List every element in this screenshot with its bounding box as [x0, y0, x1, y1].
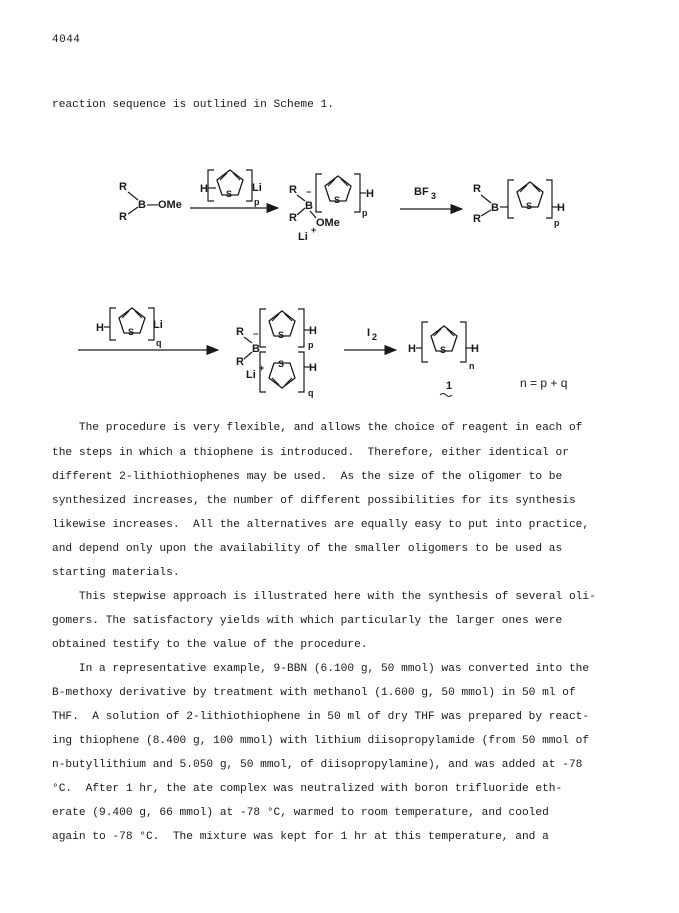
reagent-bf3 [414, 186, 436, 201]
svg-text:+: + [259, 363, 265, 373]
svg-text:+: + [311, 225, 317, 235]
ate-complex-2 [236, 309, 317, 398]
svg-text:H: H [471, 343, 479, 355]
svg-text:S: S [278, 330, 285, 340]
reagent-lithiooligothiophene-q [96, 308, 163, 348]
text-line: synthesized increases, the number of different possibilities for its synthesis [52, 495, 576, 507]
text-line: THF. A solution of 2-lithiothiophene in 50 ml of dry THF was prepared by react- [52, 711, 590, 723]
svg-text:Li: Li [153, 319, 163, 331]
svg-text:S: S [334, 195, 341, 205]
svg-text:n: n [469, 361, 475, 371]
svg-text:S: S [440, 345, 447, 355]
text-line: °C. After 1 hr, the ate complex was neutralized with boron trifluoride eth- [52, 783, 563, 795]
text-line: different 2-lithiothiophenes may be used. As the size of the oligomer to be [52, 471, 563, 483]
svg-text:S: S [226, 189, 233, 199]
text-line: B-methoxy derivative by treatment with methanol (1.600 g, 50 mmol) in 50 ml of [52, 687, 576, 699]
svg-text:R: R [119, 181, 127, 193]
svg-text:H: H [557, 202, 565, 214]
intro-sentence: reaction sequence is outlined in Scheme 1. [52, 99, 334, 111]
svg-text:Li: Li [246, 369, 256, 381]
svg-text:B: B [252, 343, 260, 355]
svg-text:q: q [308, 388, 314, 398]
svg-text:R: R [289, 212, 297, 224]
ate-complex-1 [289, 174, 374, 243]
svg-text:p: p [308, 340, 314, 350]
text-line: the steps in which a thiophene is introduced. Therefore, either identical or [52, 447, 569, 459]
text-line: gomers. The satisfactory yields with which particularly the larger ones were [52, 615, 563, 627]
reagent-iodine [367, 327, 377, 342]
svg-text:H: H [200, 183, 208, 195]
svg-text:−: − [306, 187, 312, 197]
text-line: The procedure is very flexible, and allows the choice of reagent in each of [52, 422, 583, 434]
svg-text:BF: BF [414, 186, 429, 198]
svg-text:Li: Li [252, 182, 262, 194]
svg-text:R: R [289, 184, 297, 196]
text-line: obtained testify to the value of the procedure. [52, 639, 368, 651]
svg-text:p: p [254, 197, 260, 207]
svg-text:R: R [119, 211, 127, 223]
text-line: likewise increases. All the alternatives are equally easy to put into practice, [52, 519, 590, 531]
svg-text:R: R [236, 326, 244, 338]
svg-text:S: S [526, 201, 533, 211]
svg-text:H: H [366, 188, 374, 200]
svg-text:B: B [305, 200, 313, 212]
text-line: and depend only upon the availability of the smaller oligomers to be used as [52, 543, 563, 555]
svg-text:2: 2 [372, 332, 378, 342]
svg-text:p: p [362, 208, 368, 218]
svg-text:OMe: OMe [316, 217, 340, 229]
svg-text:R: R [473, 183, 481, 195]
start-borinate [119, 181, 182, 223]
text-line: n-butyllithium and 5.050 g, 50 mmol, of diisopropylamine), and was added at -78 [52, 759, 583, 771]
svg-text:3: 3 [431, 191, 437, 201]
svg-text:H: H [96, 322, 104, 334]
svg-text:I: I [367, 327, 371, 339]
text-line: starting materials. [52, 567, 180, 579]
text-line: again to -78 °C. The mixture was kept for 1 hr at this temperature, and a [52, 831, 549, 843]
svg-text:n = p + q: n = p + q [520, 376, 568, 390]
svg-text:S: S [278, 359, 285, 369]
svg-text:B: B [138, 199, 146, 211]
scheme-1 [0, 0, 679, 400]
svg-text:1: 1 [446, 380, 453, 392]
svg-text:H: H [408, 343, 416, 355]
page-number: 4044 [52, 34, 81, 46]
reagent-lithiooligothiophene-p [200, 170, 262, 207]
text-line: ing thiophene (8.400 g, 100 mmol) with lithium diisopropylamide (from 50 mmol of [52, 735, 590, 747]
svg-text:Li: Li [298, 231, 308, 243]
svg-text:R: R [236, 356, 244, 368]
svg-text:B: B [491, 202, 499, 214]
borane-oligothiophene [473, 180, 565, 228]
oligothiophene-product [408, 322, 567, 397]
text-line: In a representative example, 9-BBN (6.100 g, 50 mmol) was converted into the [52, 663, 590, 675]
svg-text:R: R [473, 213, 481, 225]
svg-text:−: − [253, 329, 259, 339]
svg-text:S: S [128, 327, 135, 337]
svg-text:p: p [554, 218, 560, 228]
svg-text:—OMe: —OMe [147, 199, 182, 211]
text-line: erate (9.400 g, 66 mmol) at -78 °C, warmed to room temperature, and cooled [52, 807, 549, 819]
svg-text:H: H [309, 362, 317, 374]
svg-text:q: q [156, 338, 162, 348]
text-line: This stepwise approach is illustrated here with the synthesis of several oli- [52, 591, 596, 603]
svg-text:H: H [309, 325, 317, 337]
